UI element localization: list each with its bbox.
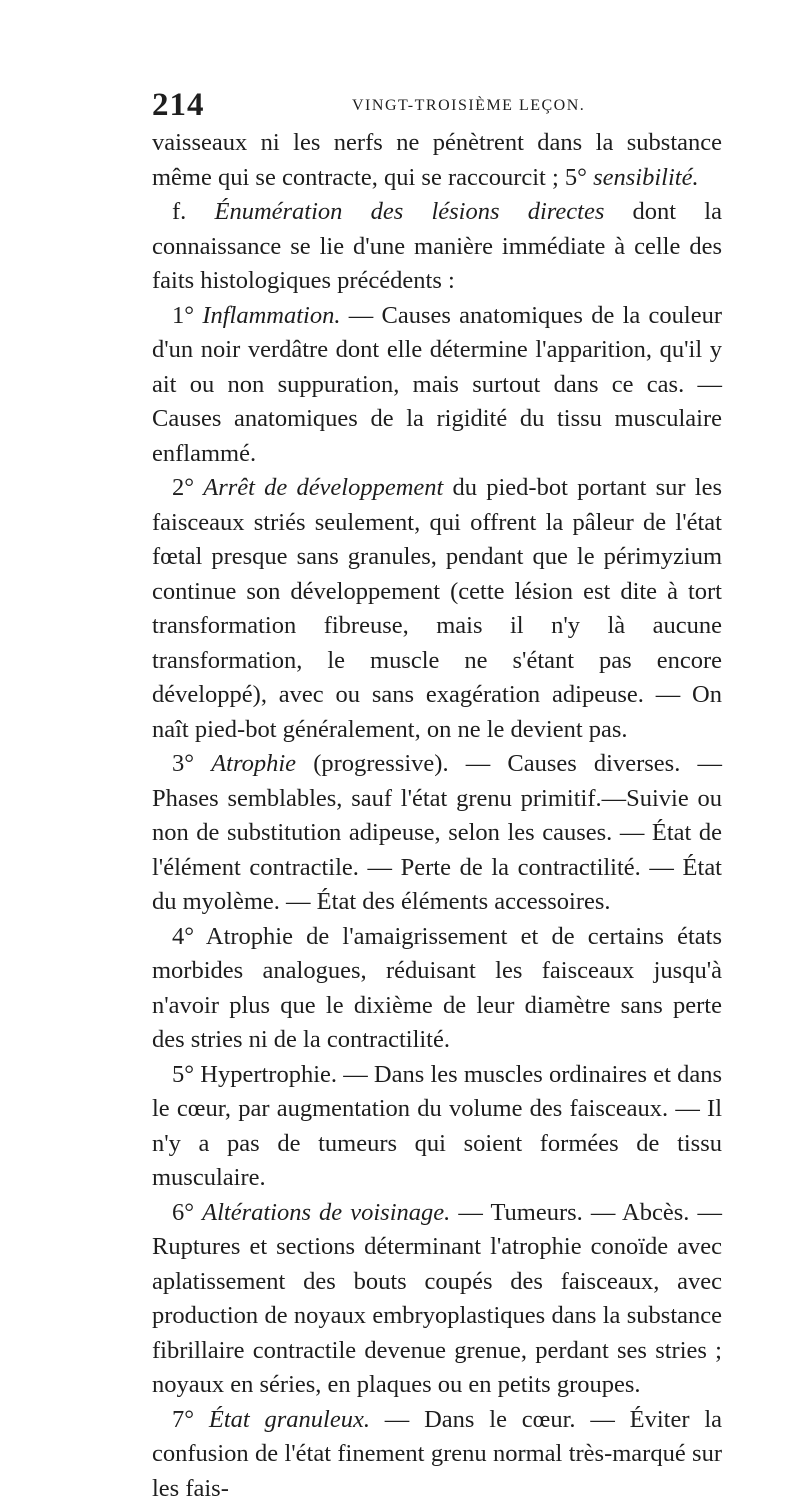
paragraph-8: 6° Altérations de voisinage. — Tumeurs. — Abcès. — Ruptures et sections déterminant l'atrophie conoïde avec aplatissement des bouts coupés des faisceaux, avec production de noyaux embryoplastiques dans la substance fibrillaire contractile devenue grenue, perdant ses stries ; noyaux en séries, en plaques ou en petits groupes. xyxy=(152,1196,722,1403)
paragraph-5: 3° Atrophie (progressive). — Causes diverses. — Phases semblables, sauf l'état grenu primitif.—Suivie ou non de substitution adipeuse, selon les causes. — État de l'élément contractile. — Perte de la contractilité. — État du myolème. — État des éléments accessoires. xyxy=(152,747,722,920)
paragraph-3: 1° Inflammation. — Causes anatomiques de la couleur d'un noir verdâtre dont elle détermine l'apparition, qu'il y ait ou non suppuration, mais surtout dans ce cas. — Causes anatomiques de la rigidité du tissu musculaire enflammé. xyxy=(152,299,722,472)
paragraph-6: 4° Atrophie de l'amaigrissement et de certains états morbides analogues, réduisant les faisceaux jusqu'à n'avoir plus que le dixième de leur diamètre sans perte des stries ni de la contractilité. xyxy=(152,920,722,1058)
header-title: VINGT-TROISIÈME LEÇON. xyxy=(352,96,585,116)
page-number: 214 xyxy=(152,88,205,122)
paragraph-1: vaisseaux ni les nerfs ne pénètrent dans la substance même qui se contracte, qui se raccourcit ; 5° sensibilité. xyxy=(152,126,722,195)
paragraph-9: 7° État granuleux. — Dans le cœur. — Éviter la confusion de l'état finement grenu normal très-marqué sur les fais- xyxy=(152,1403,722,1506)
running-head xyxy=(152,88,712,122)
paragraph-4: 2° Arrêt de développement du pied-bot portant sur les faisceaux striés seulement, qui offrent la pâleur de l'état fœtal presque sans granules, pendant que le périmyzium continue son développement (cette lésion est dite à tort transformation fibreuse, mais il n'y là aucune transformation, le muscle ne s'étant pas encore développé), avec ou sans exagération adipeuse. — On naît pied-bot généralement, on ne le devient pas. xyxy=(152,471,722,747)
paragraph-2: f. Énumération des lésions directes dont la connaissance se lie d'une manière immédiate à celle des faits histologiques précédents : xyxy=(152,195,722,299)
body-text xyxy=(152,126,722,1506)
paragraph-7: 5° Hypertrophie. — Dans les muscles ordinaires et dans le cœur, par augmentation du volume des faisceaux. — Il n'y a pas de tumeurs qui soient formées de tissu musculaire. xyxy=(152,1058,722,1196)
